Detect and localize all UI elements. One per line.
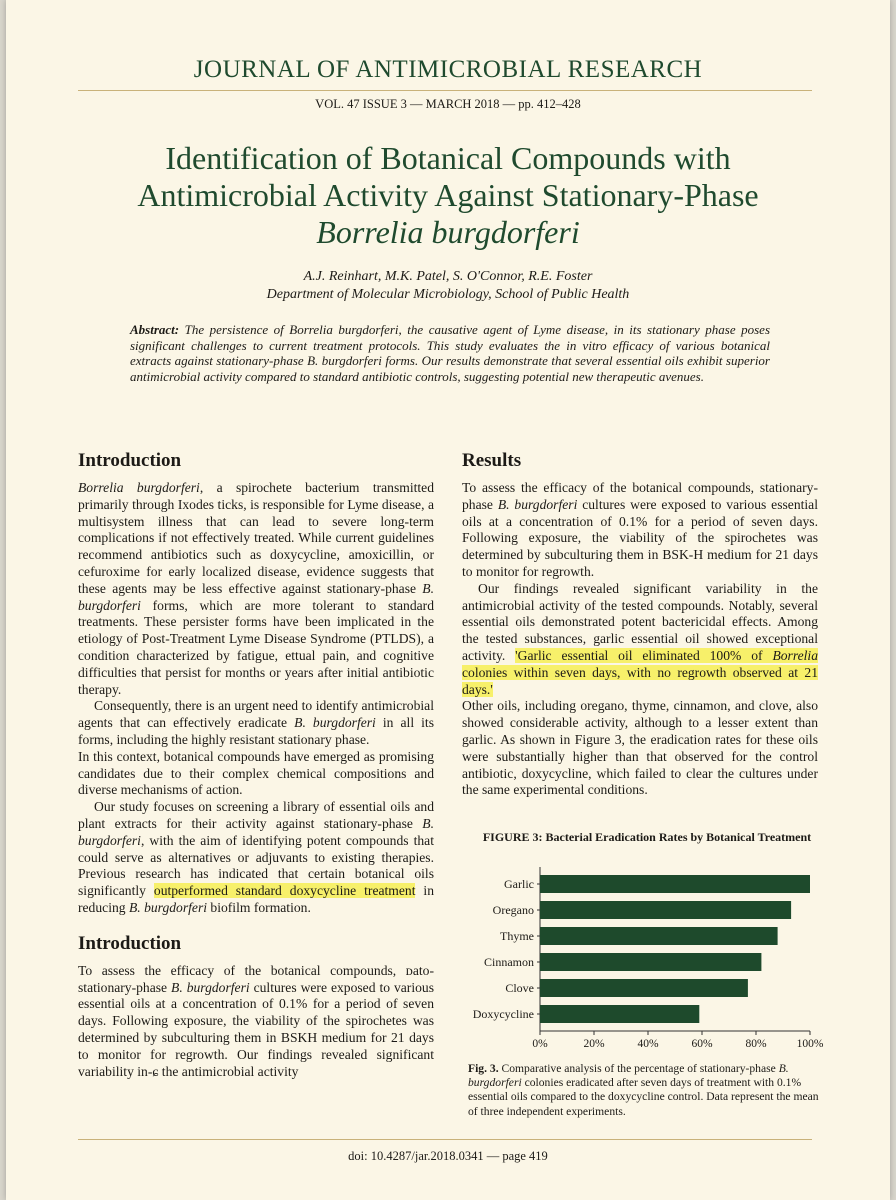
x-tick-label: 0% xyxy=(532,1038,548,1050)
category-label: Clove xyxy=(505,981,534,995)
species-name: B. burgdorferi xyxy=(128,899,208,915)
bar xyxy=(540,875,810,893)
results-paragraph-3: Other oils, including oregano, thyme, cinnamon, and clove, also showed considerable activity, although to a lesser extent than garlic. As shown in Figure 3, the eradication rates for these oils were substantially higher than that observed for the control antibiotic, doxycycline, which failed to clear the cultures under the same experimental conditions. xyxy=(462,698,818,798)
text-run: biofilm formation. xyxy=(207,899,311,915)
intro-paragraph-1 xyxy=(78,480,434,698)
x-tick-label: 60% xyxy=(691,1038,713,1050)
x-tick-label: 80% xyxy=(745,1038,767,1050)
text-run: Comparative analysis of the percentage of stationary-phase xyxy=(498,1062,779,1075)
text-run: 'Garlic essential oil eliminated 100% of xyxy=(515,647,773,663)
intro2-heading: Introduction xyxy=(78,932,182,954)
title-line-1: Identification of Botanical Compounds with xyxy=(165,140,731,176)
bar xyxy=(540,1005,699,1023)
category-label: Thyme xyxy=(500,929,534,943)
category-label: Cinnamon xyxy=(484,955,534,969)
text-run: Consequently, there is an urgent need to identify antimicrobial agents that can effectively eradicate xyxy=(78,698,434,731)
left-column xyxy=(78,450,434,1080)
species-name: Borrelia xyxy=(772,647,818,663)
species-name: B. burgdorferi xyxy=(78,580,434,613)
text-run: , a spirochete bacterium transmitted primarily through Ixodes ticks, is responsible for Lyme disease, a multisystem illness that can lead to severe long-term complications if not effectively treated. While current guidelines recommend antibiotics such as doxycycline, amoxicillin, or cefuroxime for early localized disease, evidence suggests that these agents may be less effective against stationary-phase xyxy=(78,480,434,596)
intro-paragraph-4 xyxy=(78,799,434,917)
footer-rule xyxy=(78,1139,812,1140)
highlighted-quote xyxy=(462,648,818,697)
intro-heading: Introduction xyxy=(78,450,182,471)
text-run: cultures were exposed to various essential oils at a concentration of 0.1% for a period of seven days. Following exposure, the viability of the spirochetes was determined by subculturing them in BSKH medium for 21 days to monitor for regrowth. Our findings revealed significant variability in-ɕ the antimicrobial activity xyxy=(78,979,434,1079)
results-heading: Results xyxy=(462,450,522,471)
bar xyxy=(540,979,748,997)
figure-title: FIGURE 3: Bacterial Eradication Rates by Botanical Treatment xyxy=(482,830,812,844)
species-name: B. burgdorferi xyxy=(78,815,434,848)
paper-page xyxy=(6,0,890,1200)
text-run: , with the aim of identifying potent compounds that could serve as alternatives or adjuvants to existing therapies. Previous research has indicated that certain botanical oils significantly xyxy=(78,832,434,899)
volume-info: VOL. 47 ISSUE 3 — MARCH 2018 — pp. 412–428 xyxy=(315,97,581,111)
category-label: Doxycycline xyxy=(472,1007,534,1021)
species-name: B. burgdorferi xyxy=(294,715,376,731)
text-run: colonies within seven days, with no regrowth observed at 21 days.' xyxy=(462,664,818,697)
bar-chart xyxy=(466,851,828,1056)
authors: A.J. Reinhart, M.K. Patel, S. O'Connor, R.E. Foster xyxy=(303,269,593,284)
caption-label: Fig. 3. xyxy=(468,1062,499,1075)
abstract xyxy=(130,322,770,384)
title-species: Borrelia burgdorferi xyxy=(316,214,580,250)
abstract-text: The persistence of Borrelia burgdorferi, the causative agent of Lyme disease, in its stationary phase poses significant challenges to current treatment protocols. This study evaluates the in vitro efficacy of various botanical extracts against stationary-phase B. burgdorferi forms. Our results demonstrate that several essential oils exhibit superior antimicrobial activity compared to standard antibiotic controls, suggesting potential new therapeutic avenues. xyxy=(130,322,770,384)
bar xyxy=(540,901,791,919)
header-rule xyxy=(78,90,812,91)
text-run: To assess the efficacy of the botanical compounds, stationary-phase xyxy=(462,480,818,512)
figure-caption xyxy=(468,1062,826,1119)
figure-3 xyxy=(466,830,828,1061)
paper-title xyxy=(66,140,830,251)
category-label: Garlic xyxy=(504,877,534,891)
x-tick-label: 100% xyxy=(796,1038,824,1050)
species-name: Borrelia burgdorferi xyxy=(78,480,200,495)
right-column xyxy=(462,450,818,799)
text-run: colonies eradicated after seven days of treatment with 0.1% essential oils compared to the doxycycline control. Data represent the mean of three independent experiments. xyxy=(468,1076,819,1118)
x-tick-label: 40% xyxy=(637,1038,659,1050)
doi-footer: doi: 10.4287/jar.2018.0341 — page 419 xyxy=(348,1149,548,1163)
text-run: Our study focuses on screening a library of essential oils and plant extracts for their activity against stationary-phase xyxy=(78,799,434,831)
text-run: cultures were exposed to various essential oils at a concentration of 0.1% for a period of seven days. Following exposure, the viability of the spirochetes was determined by subculturing them in BSK-H medium for 21 days to monitor for regrowth. xyxy=(462,496,818,579)
affiliation: Department of Molecular Microbiology, School of Public Health xyxy=(266,287,630,302)
species-name: B. burgdorferi xyxy=(468,1062,789,1090)
intro2-paragraph xyxy=(78,963,434,1081)
category-label: Oregano xyxy=(492,903,534,917)
text-run: forms, which are more tolerant to standard treatments. These persister forms have been implicated in the etiology of Post-Treatment Lyme Disease Syndrome (PTLDS), a condition characterized by fatigue, ettual pain, and cognitive difficulties that persist for months or years after initial antibiotic therapy. xyxy=(78,597,434,697)
journal-name: JOURNAL OF ANTIMICROBIAL RESEARCH xyxy=(193,56,703,83)
text-run: Our findings revealed significant variability in the antimicrobial activity of the tested compounds. Notably, several essential oils demonstrated potent bactericidal effects. Among the tested substances, garlic essential oil showed exceptional activity. xyxy=(462,580,818,663)
text-run: To assess the efficacy of the botanical compounds, ᴅato-stationary-phase xyxy=(78,962,434,995)
highlighted-text: outperformed standard doxycycline treatment xyxy=(153,883,416,899)
results-paragraph-1 xyxy=(462,480,818,581)
species-name: B. burgdorferi xyxy=(171,979,250,995)
title-line-2: Antimicrobial Activity Against Stationary-Phase xyxy=(137,177,759,213)
intro-paragraph-2 xyxy=(78,698,434,748)
text-run: in reducing xyxy=(78,883,434,915)
author-block xyxy=(6,268,890,304)
bar xyxy=(540,927,778,945)
text-run: in all its forms, including the highly resistant stationary phase. xyxy=(78,715,434,747)
species-name: B. burgdorferi xyxy=(497,496,578,512)
intro-paragraph-3: In this context, botanical compounds have emerged as promising candidates due to their complex chemical compositions and diverse mechanisms of action. xyxy=(78,748,434,798)
abstract-label: Abstract: xyxy=(130,322,180,337)
results-paragraph-2 xyxy=(462,581,818,699)
bar xyxy=(540,953,761,971)
x-tick-label: 20% xyxy=(583,1038,605,1050)
